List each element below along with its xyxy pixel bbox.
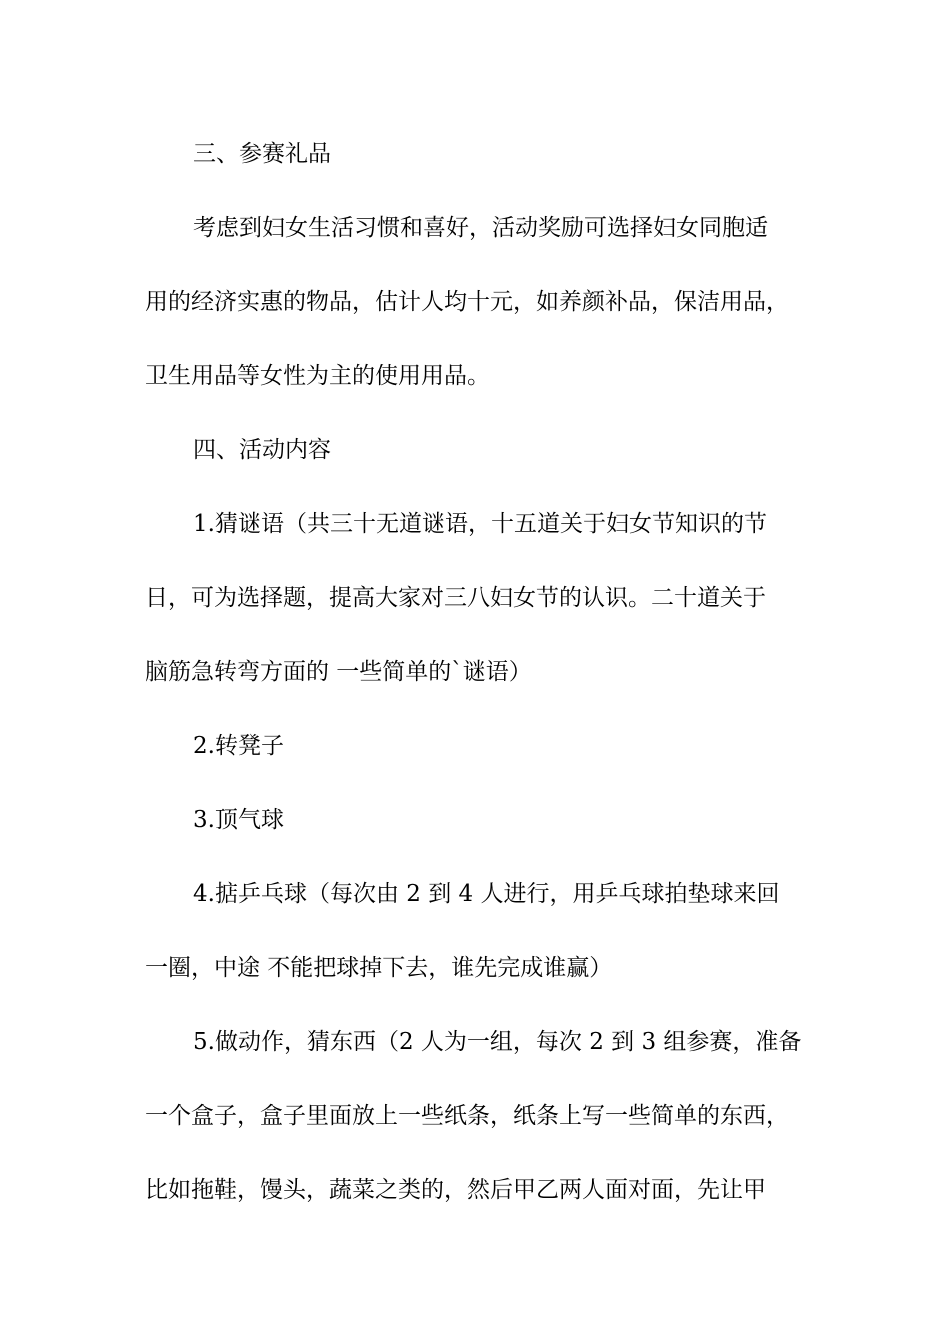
list-item-line: 日，可为选择题，提高大家对三八妇女节的认识。二十道关于 (145, 585, 766, 611)
list-item-line: 脑筋急转弯方面的 一些简单的`谜语） (145, 659, 532, 685)
section-heading-prizes: 三、参赛礼品 (193, 141, 331, 167)
list-item-line: 4.掂乒乓球（每次由 2 到 4 人进行，用乒乓球拍垫球来回 (193, 881, 780, 907)
list-item-line: 一圈，中途 不能把球掉下去，谁先完成谁赢） (145, 955, 613, 981)
paragraph-line: 考虑到妇女生活习惯和喜好，活动奖励可选择妇女同胞适 (193, 215, 768, 241)
paragraph-line: 卫生用品等女性为主的使用用品。 (145, 363, 490, 389)
list-item-line: 比如拖鞋，馒头，蔬菜之类的，然后甲乙两人面对面，先让甲 (145, 1177, 766, 1203)
list-item-line: 5.做动作，猜东西（2 人为一组，每次 2 到 3 组参赛，准备 (193, 1029, 802, 1055)
list-item-line: 一个盒子，盒子里面放上一些纸条，纸条上写一些简单的东西， (145, 1103, 789, 1129)
list-item-line: 1.猜谜语（共三十无道谜语，十五道关于妇女节知识的节 (193, 511, 767, 537)
list-item-line: 2.转凳子 (193, 733, 284, 759)
section-heading-activities: 四、活动内容 (193, 437, 331, 463)
paragraph-line: 用的经济实惠的物品，估计人均十元，如养颜补品，保洁用品， (145, 289, 789, 315)
list-item-line: 3.顶气球 (193, 807, 284, 833)
